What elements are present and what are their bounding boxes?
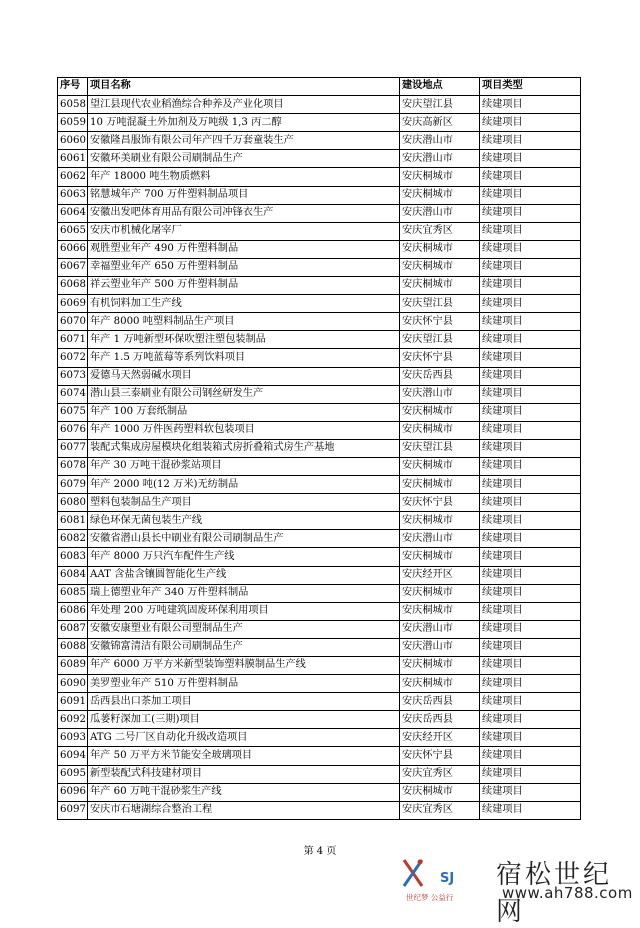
cell-location: 安庆桐城市 xyxy=(400,277,480,295)
cell-serial: 6075 xyxy=(58,403,88,421)
cell-location: 安庆望江县 xyxy=(400,96,480,114)
cell-location: 安庆桐城市 xyxy=(400,421,480,439)
table-row xyxy=(58,331,581,349)
cell-serial: 6060 xyxy=(58,132,88,150)
cell-project-name: 铭慧城年产 700 万件塑料制品项目 xyxy=(88,186,400,204)
cell-serial: 6085 xyxy=(58,584,88,602)
cell-location: 安庆桐城市 xyxy=(400,512,480,530)
watermark-slogan: 世纪梦 公益行 xyxy=(406,893,454,902)
cell-project-type: 续建项目 xyxy=(480,602,581,620)
header-project-name: 项目名称 xyxy=(88,78,400,96)
cell-project-type: 续建项目 xyxy=(480,765,581,783)
table-row xyxy=(58,801,581,819)
cell-project-type: 续建项目 xyxy=(480,421,581,439)
table-row xyxy=(58,439,581,457)
cell-project-name: 安徽安康塑业有限公司塑制品生产 xyxy=(88,620,400,638)
cell-serial: 6066 xyxy=(58,240,88,258)
cell-location: 安庆望江县 xyxy=(400,295,480,313)
cell-project-name: 岳西县出口茶加工项目 xyxy=(88,693,400,711)
cell-location: 安庆桐城市 xyxy=(400,657,480,675)
table-row xyxy=(58,602,581,620)
cell-project-type: 续建项目 xyxy=(480,494,581,512)
cell-serial: 6059 xyxy=(58,114,88,132)
table-row xyxy=(58,675,581,693)
cell-location: 安庆桐城市 xyxy=(400,403,480,421)
cell-project-type: 续建项目 xyxy=(480,675,581,693)
table-row xyxy=(58,385,581,403)
table-row xyxy=(58,548,581,566)
cell-project-name: 安庆市机械化屠宰厂 xyxy=(88,222,400,240)
cell-location: 安庆潜山市 xyxy=(400,150,480,168)
table-row xyxy=(58,765,581,783)
cell-project-type: 续建项目 xyxy=(480,657,581,675)
cell-project-type: 续建项目 xyxy=(480,403,581,421)
cell-project-name: 安庆市石塘湖综合整治工程 xyxy=(88,801,400,819)
cell-location: 安庆桐城市 xyxy=(400,584,480,602)
cell-project-type: 续建项目 xyxy=(480,367,581,385)
cell-location: 安庆桐城市 xyxy=(400,258,480,276)
cell-serial: 6096 xyxy=(58,783,88,801)
page-number: 第 4 页 xyxy=(303,846,337,857)
table-row xyxy=(58,657,581,675)
cell-location: 安庆潜山市 xyxy=(400,620,480,638)
cell-project-name: 有机饲料加工生产线 xyxy=(88,295,400,313)
cell-location: 安庆桐城市 xyxy=(400,476,480,494)
cell-serial: 6083 xyxy=(58,548,88,566)
cell-project-type: 续建项目 xyxy=(480,295,581,313)
cell-project-type: 续建项目 xyxy=(480,439,581,457)
cell-serial: 6061 xyxy=(58,150,88,168)
table-row xyxy=(58,530,581,548)
cell-serial: 6065 xyxy=(58,222,88,240)
cell-project-type: 续建项目 xyxy=(480,96,581,114)
cell-project-type: 续建项目 xyxy=(480,222,581,240)
cell-location: 安庆潜山市 xyxy=(400,530,480,548)
cell-serial: 6081 xyxy=(58,512,88,530)
cell-project-type: 续建项目 xyxy=(480,204,581,222)
cell-project-name: 年产 8000 万只汽车配件生产线 xyxy=(88,548,400,566)
cell-project-type: 续建项目 xyxy=(480,530,581,548)
cell-project-name: 安徽锦富清洁有限公司刷制品生产 xyxy=(88,638,400,656)
cell-serial: 6073 xyxy=(58,367,88,385)
cell-project-name: 年产 30 万吨干混砂浆站项目 xyxy=(88,457,400,475)
cell-serial: 6068 xyxy=(58,277,88,295)
cell-project-type: 续建项目 xyxy=(480,584,581,602)
table-row xyxy=(58,403,581,421)
cell-project-type: 续建项目 xyxy=(480,548,581,566)
cell-location: 安庆经开区 xyxy=(400,566,480,584)
cell-location: 安庆经开区 xyxy=(400,729,480,747)
cell-serial: 6074 xyxy=(58,385,88,403)
cell-location: 安庆桐城市 xyxy=(400,168,480,186)
table-row xyxy=(58,512,581,530)
cell-location: 安庆岳西县 xyxy=(400,693,480,711)
cell-project-type: 续建项目 xyxy=(480,349,581,367)
cell-project-type: 续建项目 xyxy=(480,150,581,168)
cell-project-name: AAT 含盐含镶圆智能化生产线 xyxy=(88,566,400,584)
cell-location: 安庆桐城市 xyxy=(400,457,480,475)
cell-project-name: 年产 1 万吨新型环保吹塑注塑包装制品 xyxy=(88,331,400,349)
cell-serial: 6088 xyxy=(58,638,88,656)
cell-location: 安庆桐城市 xyxy=(400,602,480,620)
cell-location: 安庆望江县 xyxy=(400,439,480,457)
cell-project-name: 年处理 200 万吨建筑固废环保利用项目 xyxy=(88,602,400,620)
cell-project-type: 续建项目 xyxy=(480,258,581,276)
table-header-row xyxy=(58,78,581,96)
table-row xyxy=(58,240,581,258)
cell-serial: 6094 xyxy=(58,747,88,765)
table-body xyxy=(58,96,581,820)
table-row xyxy=(58,204,581,222)
cell-serial: 6089 xyxy=(58,657,88,675)
cell-location: 安庆潜山市 xyxy=(400,132,480,150)
cell-project-type: 续建项目 xyxy=(480,476,581,494)
cell-serial: 6097 xyxy=(58,801,88,819)
cell-project-name: 安徽出发吧体育用品有限公司冲锋衣生产 xyxy=(88,204,400,222)
cell-project-name: 年产 6000 万平方米新型装饰塑料膜制品生产线 xyxy=(88,657,400,675)
cell-location: 安庆桐城市 xyxy=(400,240,480,258)
table-row xyxy=(58,566,581,584)
cell-serial: 6079 xyxy=(58,476,88,494)
cell-project-name: 观胜塑业年产 490 万件塑料制品 xyxy=(88,240,400,258)
cell-serial: 6072 xyxy=(58,349,88,367)
table-row xyxy=(58,693,581,711)
cell-project-type: 续建项目 xyxy=(480,729,581,747)
table-row xyxy=(58,96,581,114)
cell-location: 安庆怀宁县 xyxy=(400,313,480,331)
cell-location: 安庆潜山市 xyxy=(400,385,480,403)
cell-project-type: 续建项目 xyxy=(480,385,581,403)
cell-location: 安庆岳西县 xyxy=(400,367,480,385)
header-project-type: 项目类型 xyxy=(480,78,581,96)
cell-project-name: 10 万吨混凝土外加剂及万吨级 1,3 丙二醇 xyxy=(88,114,400,132)
table-row xyxy=(58,258,581,276)
table-row xyxy=(58,494,581,512)
cell-serial: 6076 xyxy=(58,421,88,439)
cell-project-type: 续建项目 xyxy=(480,313,581,331)
cell-project-type: 续建项目 xyxy=(480,186,581,204)
cell-project-name: 年产 1.5 万吨蓝莓等系列饮料项目 xyxy=(88,349,400,367)
cell-location: 安庆怀宁县 xyxy=(400,747,480,765)
cell-project-type: 续建项目 xyxy=(480,566,581,584)
table-row xyxy=(58,711,581,729)
table-row xyxy=(58,783,581,801)
cell-project-name: 年产 100 万套纸制品 xyxy=(88,403,400,421)
table-row xyxy=(58,295,581,313)
table-row xyxy=(58,457,581,475)
cell-project-type: 续建项目 xyxy=(480,512,581,530)
cell-project-name: 美罗塑业年产 510 万件塑料制品 xyxy=(88,675,400,693)
cell-project-name: 爱德马天然弱碱水项目 xyxy=(88,367,400,385)
cell-project-type: 续建项目 xyxy=(480,277,581,295)
cell-location: 安庆望江县 xyxy=(400,331,480,349)
cell-project-name: 年产 2000 吨(12 万米)无纺制品 xyxy=(88,476,400,494)
cell-serial: 6062 xyxy=(58,168,88,186)
table-row xyxy=(58,747,581,765)
table-row xyxy=(58,313,581,331)
cell-serial: 6092 xyxy=(58,711,88,729)
cell-project-type: 续建项目 xyxy=(480,132,581,150)
cell-project-name: 装配式集成房屋模块化组装箱式房折叠箱式房生产基地 xyxy=(88,439,400,457)
table-row xyxy=(58,168,581,186)
cell-serial: 6095 xyxy=(58,765,88,783)
cell-serial: 6084 xyxy=(58,566,88,584)
cell-project-name: 安徽隆昌服饰有限公司年产四千万套童装生产 xyxy=(88,132,400,150)
header-serial: 序号 xyxy=(58,78,88,96)
table-row xyxy=(58,367,581,385)
cell-project-name: 安徽省潜山县长中刷业有限公司刷制品生产 xyxy=(88,530,400,548)
table-row xyxy=(58,114,581,132)
cell-serial: 6082 xyxy=(58,530,88,548)
cell-location: 安庆潜山市 xyxy=(400,204,480,222)
table-row xyxy=(58,620,581,638)
cell-serial: 6069 xyxy=(58,295,88,313)
cell-location: 安庆桐城市 xyxy=(400,186,480,204)
cell-location: 安庆宜秀区 xyxy=(400,222,480,240)
cell-location: 安庆怀宁县 xyxy=(400,494,480,512)
table-row xyxy=(58,132,581,150)
cell-location: 安庆潜山市 xyxy=(400,638,480,656)
cell-project-type: 续建项目 xyxy=(480,693,581,711)
cell-serial: 6067 xyxy=(58,258,88,276)
cell-serial: 6063 xyxy=(58,186,88,204)
cell-serial: 6091 xyxy=(58,693,88,711)
table-row xyxy=(58,476,581,494)
cell-project-type: 续建项目 xyxy=(480,168,581,186)
project-table xyxy=(57,77,581,820)
cell-project-type: 续建项目 xyxy=(480,240,581,258)
cell-project-name: 潜山县三泰刷业有限公司钢丝研发生产 xyxy=(88,385,400,403)
cell-serial: 6093 xyxy=(58,729,88,747)
cell-project-name: 新型装配式科技建材项目 xyxy=(88,765,400,783)
cell-serial: 6080 xyxy=(58,494,88,512)
cell-project-type: 续建项目 xyxy=(480,114,581,132)
table-row xyxy=(58,584,581,602)
header-location: 建设地点 xyxy=(400,78,480,96)
watermark-site-name: 宿松世纪网 xyxy=(496,860,613,927)
cell-location: 安庆宜秀区 xyxy=(400,801,480,819)
cell-project-type: 续建项目 xyxy=(480,783,581,801)
table-row xyxy=(58,277,581,295)
table-row xyxy=(58,349,581,367)
cell-serial: 6090 xyxy=(58,675,88,693)
table-row xyxy=(58,638,581,656)
cell-project-name: 幸福塑业年产 650 万件塑料制品 xyxy=(88,258,400,276)
logo-text: SJ xyxy=(440,871,455,886)
cell-project-type: 续建项目 xyxy=(480,801,581,819)
cell-project-type: 续建项目 xyxy=(480,638,581,656)
table-row xyxy=(58,421,581,439)
cell-location: 安庆桐城市 xyxy=(400,675,480,693)
cell-project-name: 瑞上德塑业年产 340 万件塑料制品 xyxy=(88,584,400,602)
watermark xyxy=(400,852,640,927)
cell-project-name: 年产 50 万平方米节能安全玻璃项目 xyxy=(88,747,400,765)
cell-serial: 6087 xyxy=(58,620,88,638)
cell-project-name: 祥云塑业年产 500 万件塑料制品 xyxy=(88,277,400,295)
cell-location: 安庆桐城市 xyxy=(400,548,480,566)
cell-project-name: ATG 二号厂区自动化升级改造项目 xyxy=(88,729,400,747)
cell-location: 安庆桐城市 xyxy=(400,783,480,801)
cell-location: 安庆岳西县 xyxy=(400,711,480,729)
cell-project-name: 绿色环保无菌包装生产线 xyxy=(88,512,400,530)
cell-serial: 6058 xyxy=(58,96,88,114)
cell-project-name: 望江县现代农业稻渔综合种养及产业化项目 xyxy=(88,96,400,114)
cell-project-name: 年产 18000 吨生物质燃料 xyxy=(88,168,400,186)
cell-location: 安庆宜秀区 xyxy=(400,765,480,783)
cell-project-name: 年产 8000 吨塑料制品生产项目 xyxy=(88,313,400,331)
table-row xyxy=(58,729,581,747)
table-row xyxy=(58,222,581,240)
cell-project-name: 年产 1000 万件医药塑料软包装项目 xyxy=(88,421,400,439)
cell-project-type: 续建项目 xyxy=(480,620,581,638)
cell-serial: 6077 xyxy=(58,439,88,457)
cell-serial: 6064 xyxy=(58,204,88,222)
cell-location: 安庆高新区 xyxy=(400,114,480,132)
cell-project-type: 续建项目 xyxy=(480,457,581,475)
watermark-url: www.ah788.com xyxy=(502,884,633,902)
cell-serial: 6086 xyxy=(58,602,88,620)
cell-project-name: 安徽环美刷业有限公司刷制品生产 xyxy=(88,150,400,168)
table-row xyxy=(58,150,581,168)
cell-project-type: 续建项目 xyxy=(480,331,581,349)
cell-project-type: 续建项目 xyxy=(480,711,581,729)
cell-serial: 6078 xyxy=(58,457,88,475)
cell-serial: 6071 xyxy=(58,331,88,349)
cell-project-type: 续建项目 xyxy=(480,747,581,765)
cell-project-name: 瓜蒌籽深加工(三期)项目 xyxy=(88,711,400,729)
cell-serial: 6070 xyxy=(58,313,88,331)
cell-location: 安庆怀宁县 xyxy=(400,349,480,367)
cell-project-name: 塑料包装制品生产项目 xyxy=(88,494,400,512)
cell-project-name: 年产 60 万吨干混砂浆生产线 xyxy=(88,783,400,801)
table-row xyxy=(58,186,581,204)
